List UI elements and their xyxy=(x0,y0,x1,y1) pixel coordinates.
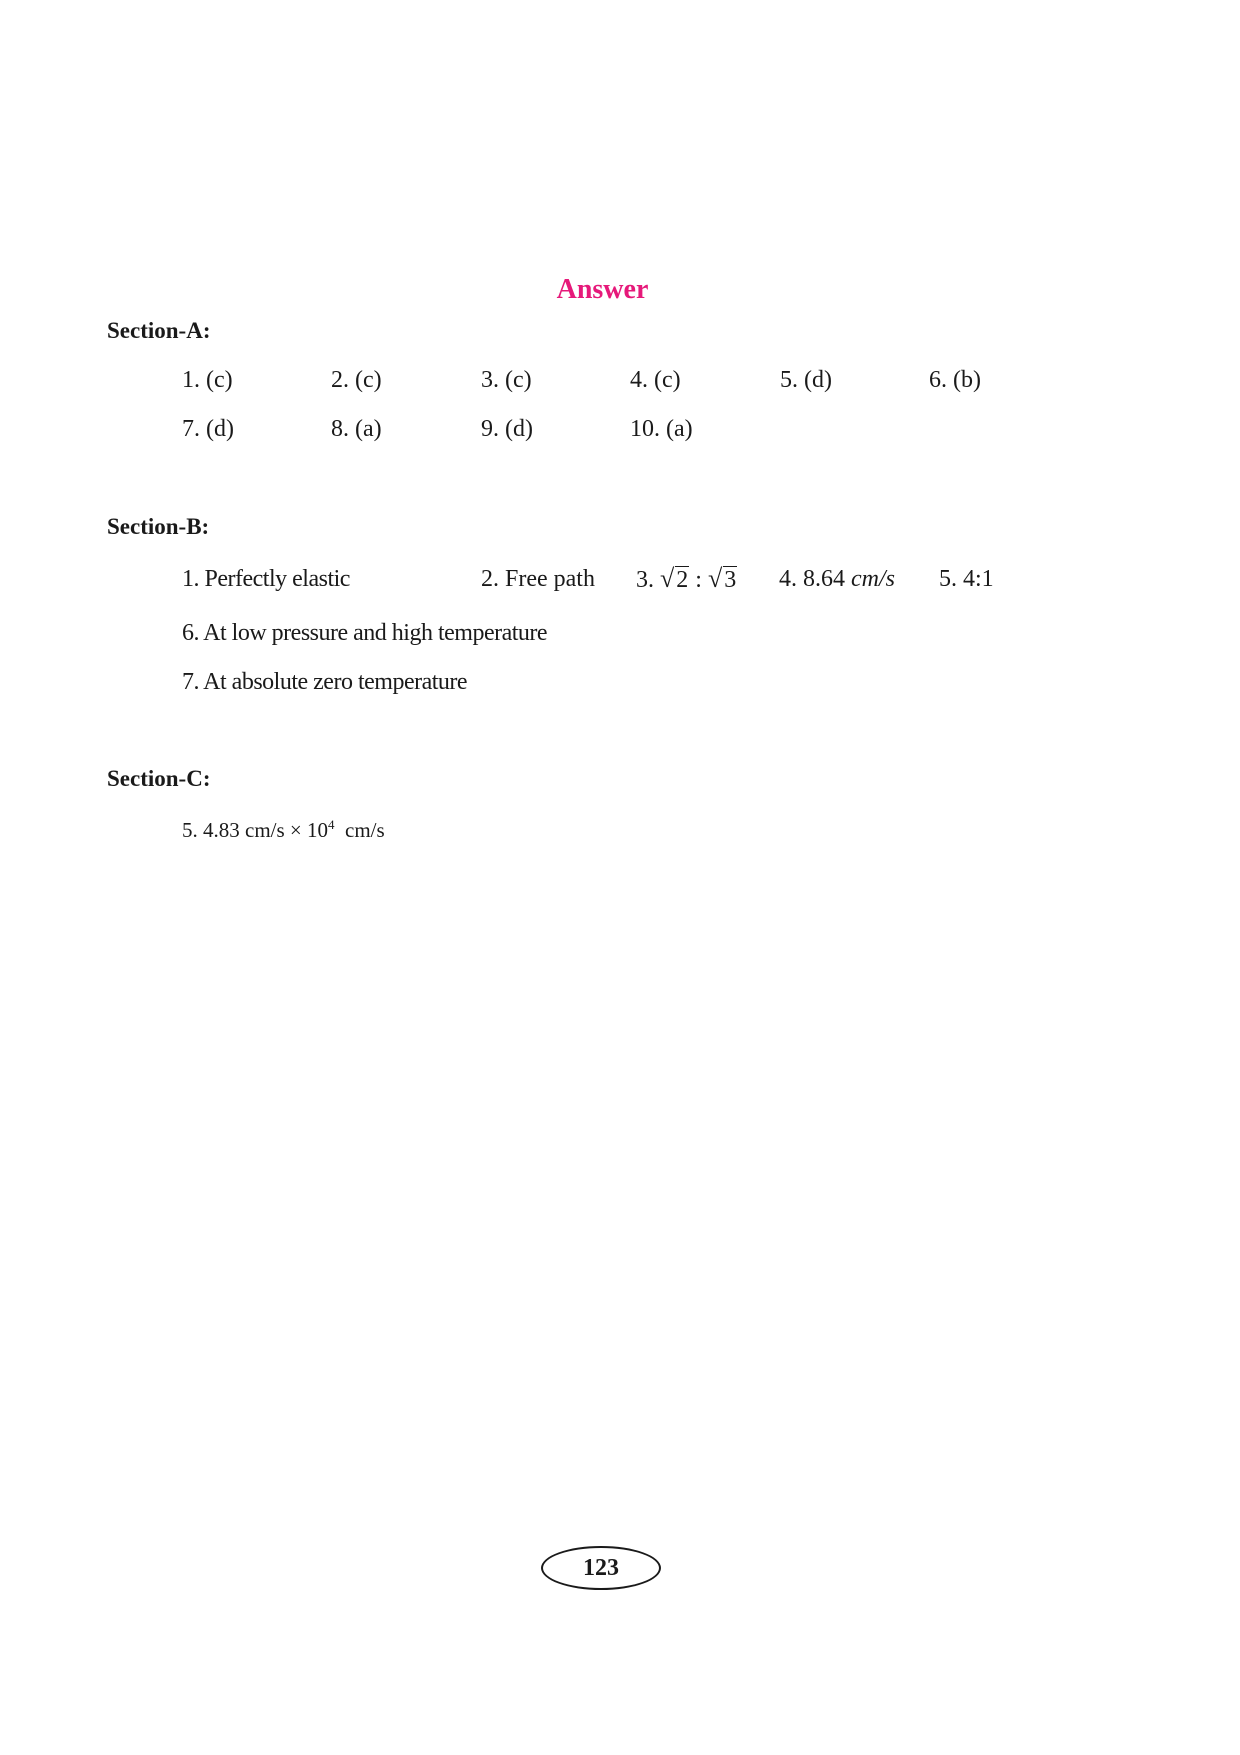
answer-b-5: 5. 4:1 xyxy=(939,566,994,592)
answer-b-3-prefix: 3. xyxy=(636,567,654,593)
ratio-separator: : xyxy=(695,567,702,593)
answer-a-7: 7. (d) xyxy=(182,416,234,442)
answer-b-3 xyxy=(636,564,737,594)
answer-c-5-value: 5. 4.83 cm/s × 10 xyxy=(182,818,329,842)
radicand-b: 3 xyxy=(724,567,737,593)
answer-b-4-value: 4. 8.64 xyxy=(779,566,845,592)
answer-c-5 xyxy=(182,818,385,843)
answer-a-1: 1. (c) xyxy=(182,367,233,393)
answer-c-5-exponent: 4 xyxy=(328,817,335,832)
page-title: Answer xyxy=(556,274,649,305)
answer-a-2: 2. (c) xyxy=(331,367,382,393)
answer-a-6: 6. (b) xyxy=(929,367,981,393)
answer-c-5-unit: cm/s xyxy=(345,818,385,842)
answer-a-9: 9. (d) xyxy=(481,416,533,442)
page-number: 123 xyxy=(541,1546,661,1590)
sqrt-2: √2 xyxy=(660,564,689,593)
answer-b-4 xyxy=(779,566,895,593)
section-c-heading: Section-C: xyxy=(107,766,211,791)
answer-a-5: 5. (d) xyxy=(780,367,832,393)
answer-a-10: 10. (a) xyxy=(630,416,693,442)
answer-b-4-unit: cm/s xyxy=(851,566,895,592)
sqrt-3: √3 xyxy=(707,564,737,593)
answer-a-8: 8. (a) xyxy=(331,416,382,442)
answer-b-2: 2. Free path xyxy=(481,566,595,592)
answer-b-6: 6. At low pressure and high temperature xyxy=(182,620,548,646)
answer-b-7: 7. At absolute zero temperature xyxy=(182,669,468,695)
radicand-a: 2 xyxy=(676,567,689,593)
answer-b-1: 1. Perfectly elastic xyxy=(182,566,350,592)
section-b-heading: Section-B: xyxy=(107,514,210,539)
section-a-heading: Section-A: xyxy=(107,318,211,343)
answer-a-3: 3. (c) xyxy=(481,367,532,393)
answer-a-4: 4. (c) xyxy=(630,367,681,393)
